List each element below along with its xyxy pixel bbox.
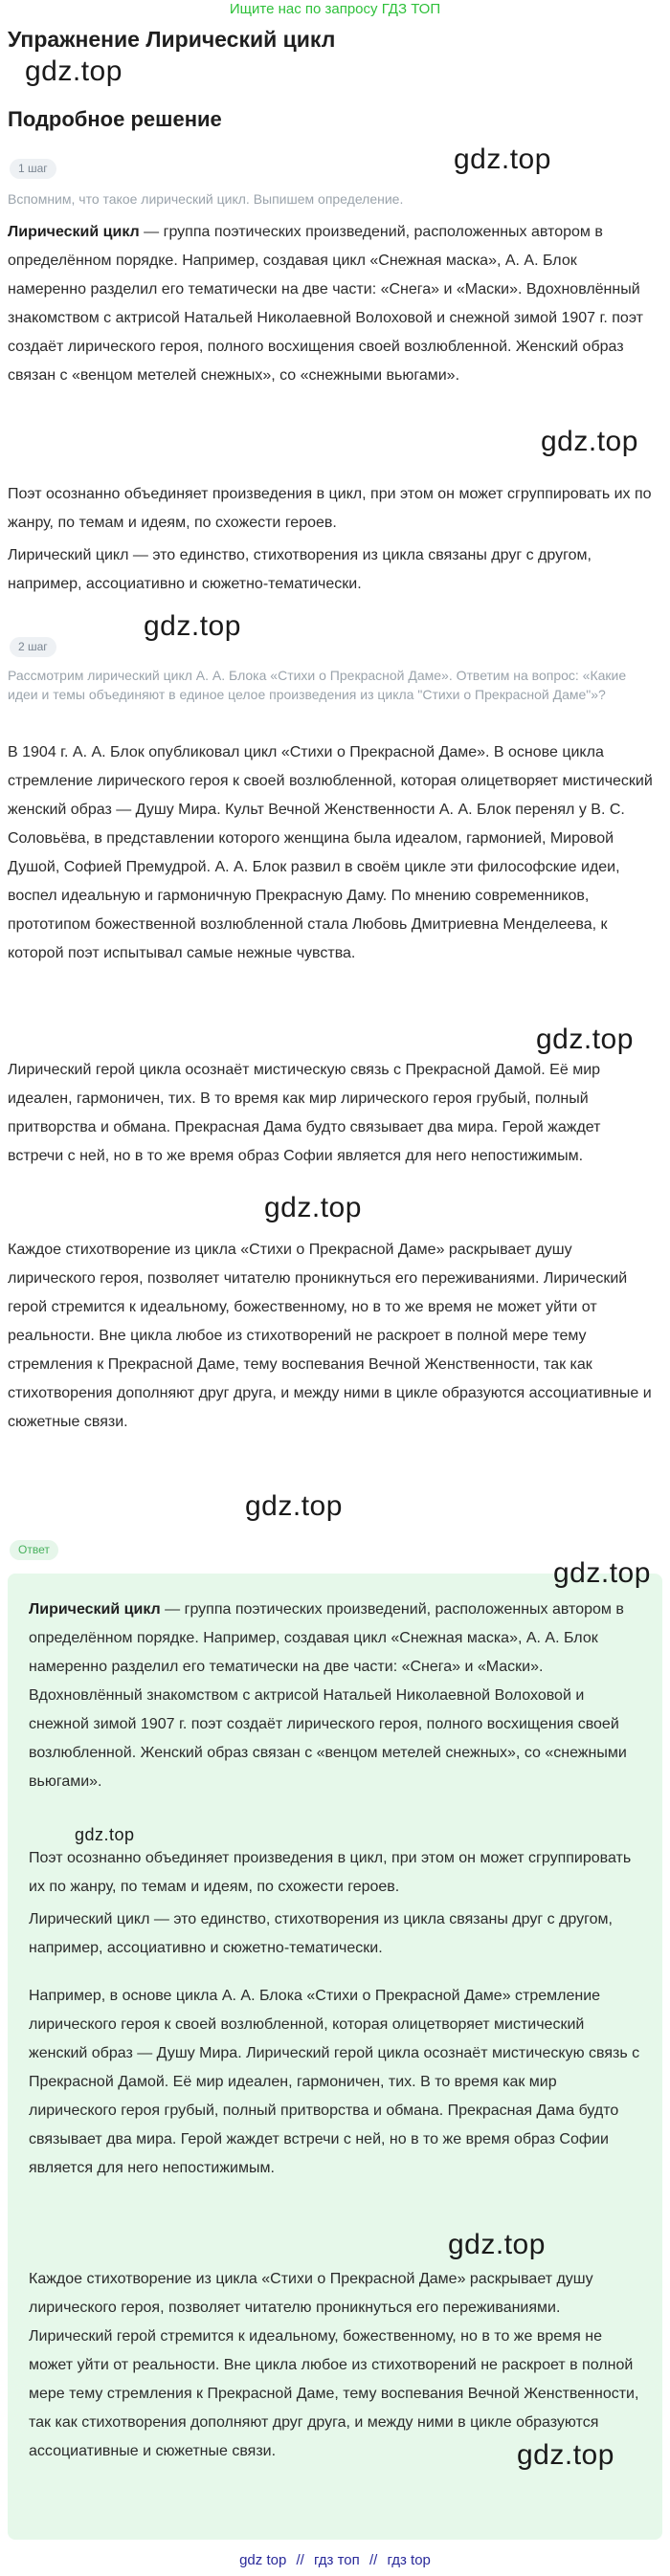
answer-paragraph: Каждое стихотворение из цикла «Стихи о Прекрасной Даме» раскрывает душу лирического героя, позволяет читателю проникнуться его переживаниями. Лирический герой стремится к идеальному, божественному, но в то же время не может уйти от реальности. Вне цикла любое из стихотворений не раскроет в полной мере тему стремления к Прекрасной Даме, тему воспевания Вечной Женственности, так как стихотворения дополняют друг друга, и между ними в цикле образуются ассоциативные и сюжетные связи. [29, 2271, 639, 2459]
watermark: gdz.top [536, 1024, 634, 1055]
watermark: gdz.top [517, 2439, 614, 2471]
watermark: gdz.top [541, 426, 638, 457]
paragraph-text: — группа поэтических произведений, расположенных автором в определённом порядке. Например, создавая цикл «Снежная маска», А. А. Блок намеренно разделил его тематически на две части: «Снега» и «Маски». Вдохновлённый знакомством с актрисой Натальей Николаевной Волоховой и снежной зимой 1907 г. поэт создаёт лирического героя, полного восхищения своей возлюбленной. Женский образ связан с «венцом метелей снежных», со «снежными вьюгами». [29, 1601, 627, 1790]
step-hint: Рассмотрим лирический цикл А. А. Блока «Стихи о Прекрасной Даме». Ответим на вопрос: «Какие идеи и темы объединяют в единое целое произведения из цикла "Стихи о Прекрасной Даме"»? [8, 668, 627, 702]
footer-link[interactable]: gdz top [239, 2552, 287, 2568]
answer-paragraph [29, 1596, 641, 1796]
step-badge: 2 шаг [10, 637, 56, 657]
section-title: Подробное решение [8, 107, 222, 131]
watermark: gdz.top [264, 1192, 362, 1223]
step-paragraph: В 1904 г. А. А. Блок опубликовал цикл «Стихи о Прекрасной Даме». В основе цикла стремление лирического героя к своей возлюбленной, которая олицетворяет мистический женский образ — Душу Мира. Культ Вечной Женственности А. А. Блок перенял у В. С. Соловьёва, в представлении которого женщина была идеалом, гармонией, Мировой Душой, Софией Премудрой. А. А. Блок развил в своём цикле эти философские идеи, воспел идеальную и гармоничную Прекрасную Даму. По мнению современников, прототипом божественной возлюбленной стала Любовь Дмитриевна Менделеева, к которой поэт испытывал самые нежные чувства. [8, 744, 653, 961]
watermark: gdz.top [245, 1490, 343, 1522]
step-paragraph [8, 218, 659, 390]
term: Лирический цикл [29, 1601, 161, 1618]
footer-separator: // [296, 2552, 304, 2568]
footer-links [0, 2547, 670, 2576]
footer-separator: // [368, 2552, 378, 2568]
step-paragraph: Лирический герой цикла осознаёт мистическую связь с Прекрасной Дамой. Её мир идеален, гармоничен, тих. В то время как мир лирического героя грубый, полный притворства и обмана. Прекрасная Дама будто связывает два мира. Герой жаждет встречи с ней, но в то же время образ Софии является для него непостижимым. [8, 1062, 601, 1164]
term: Лирический цикл [8, 224, 140, 240]
watermark: gdz.top [144, 610, 241, 642]
watermark: gdz.top [454, 143, 551, 175]
answer-paragraph: Поэт осознанно объединяет произведения в цикл, при этом он может сгруппировать их по жанру, по темам и идеям, по схожести героев. [29, 1850, 632, 1895]
watermark: gdz.top [75, 1825, 135, 1844]
search-banner[interactable]: Ищите нас по запросу ГДЗ ТОП [229, 1, 441, 17]
paragraph-text: — группа поэтических произведений, расположенных автором в определённом порядке. Например, создавая цикл «Снежная маска», А. А. Блок намеренно разделил его тематически на две части: «Снега» и «Маски». Вдохновлённый знакомством с актрисой Натальей Николаевной Волоховой и снежной зимой 1907 г. поэт создаёт лирического героя, полного восхищения своей возлюбленной. Женский образ связан с «венцом метелей снежных», со «снежными вьюгами». [8, 224, 643, 384]
watermark: gdz.top [448, 2229, 546, 2260]
step-badge: 1 шаг [10, 159, 56, 179]
step-paragraph: Каждое стихотворение из цикла «Стихи о Прекрасной Даме» раскрывает душу лирического героя, позволяет читателю проникнуться его переживаниями. Лирический герой стремится к идеальному, божественному, но в то же время не может уйти от реальности. Вне цикла любое из стихотворений не раскроет в полной мере тему стремления к Прекрасной Даме, тему воспевания Вечной Женственности, так как стихотворения дополняют друг друга, и между ними в цикле образуются ассоциативные и сюжетные связи. [8, 1242, 652, 1430]
step-hint: Вспомним, что такое лирический цикл. Выпишем определение. [8, 191, 404, 207]
watermark: gdz.top [25, 55, 123, 87]
answer-paragraph: Например, в основе цикла А. А. Блока «Стихи о Прекрасной Даме» стремление лирического героя к своей возлюбленной, которая олицетворяет мистический женский образ — Душу Мира. Лирический герой цикла осознаёт мистическую связь с Прекрасной Дамой. Её мир идеален, гармоничен, тих. В то время как мир лирического героя грубый, полный притворства и обмана. Прекрасная Дама будто связывает два мира. Герой жаждет встречи с ней, но в то же время образ Софии является для него непостижимым. [29, 1988, 640, 2176]
answer-paragraph: Лирический цикл — это единство, стихотворения из цикла связаны друг с другом, например, ассоциативно и сюжетно-тематически. [29, 1911, 613, 1956]
watermark: gdz.top [553, 1557, 651, 1589]
page-title: Упражнение Лирический цикл [8, 27, 336, 52]
footer-link[interactable]: гдз top [387, 2552, 431, 2568]
step-paragraph: Лирический цикл — это единство, стихотворения из цикла связаны друг с другом, например, ассоциативно и сюжетно-тематически. [8, 547, 592, 592]
step-paragraph: Поэт осознанно объединяет произведения в цикл, при этом он может сгруппировать их по жанру, по темам и идеям, по схожести героев. [8, 486, 652, 531]
answer-badge: Ответ [10, 1540, 58, 1560]
footer-link[interactable]: гдз топ [314, 2552, 360, 2568]
